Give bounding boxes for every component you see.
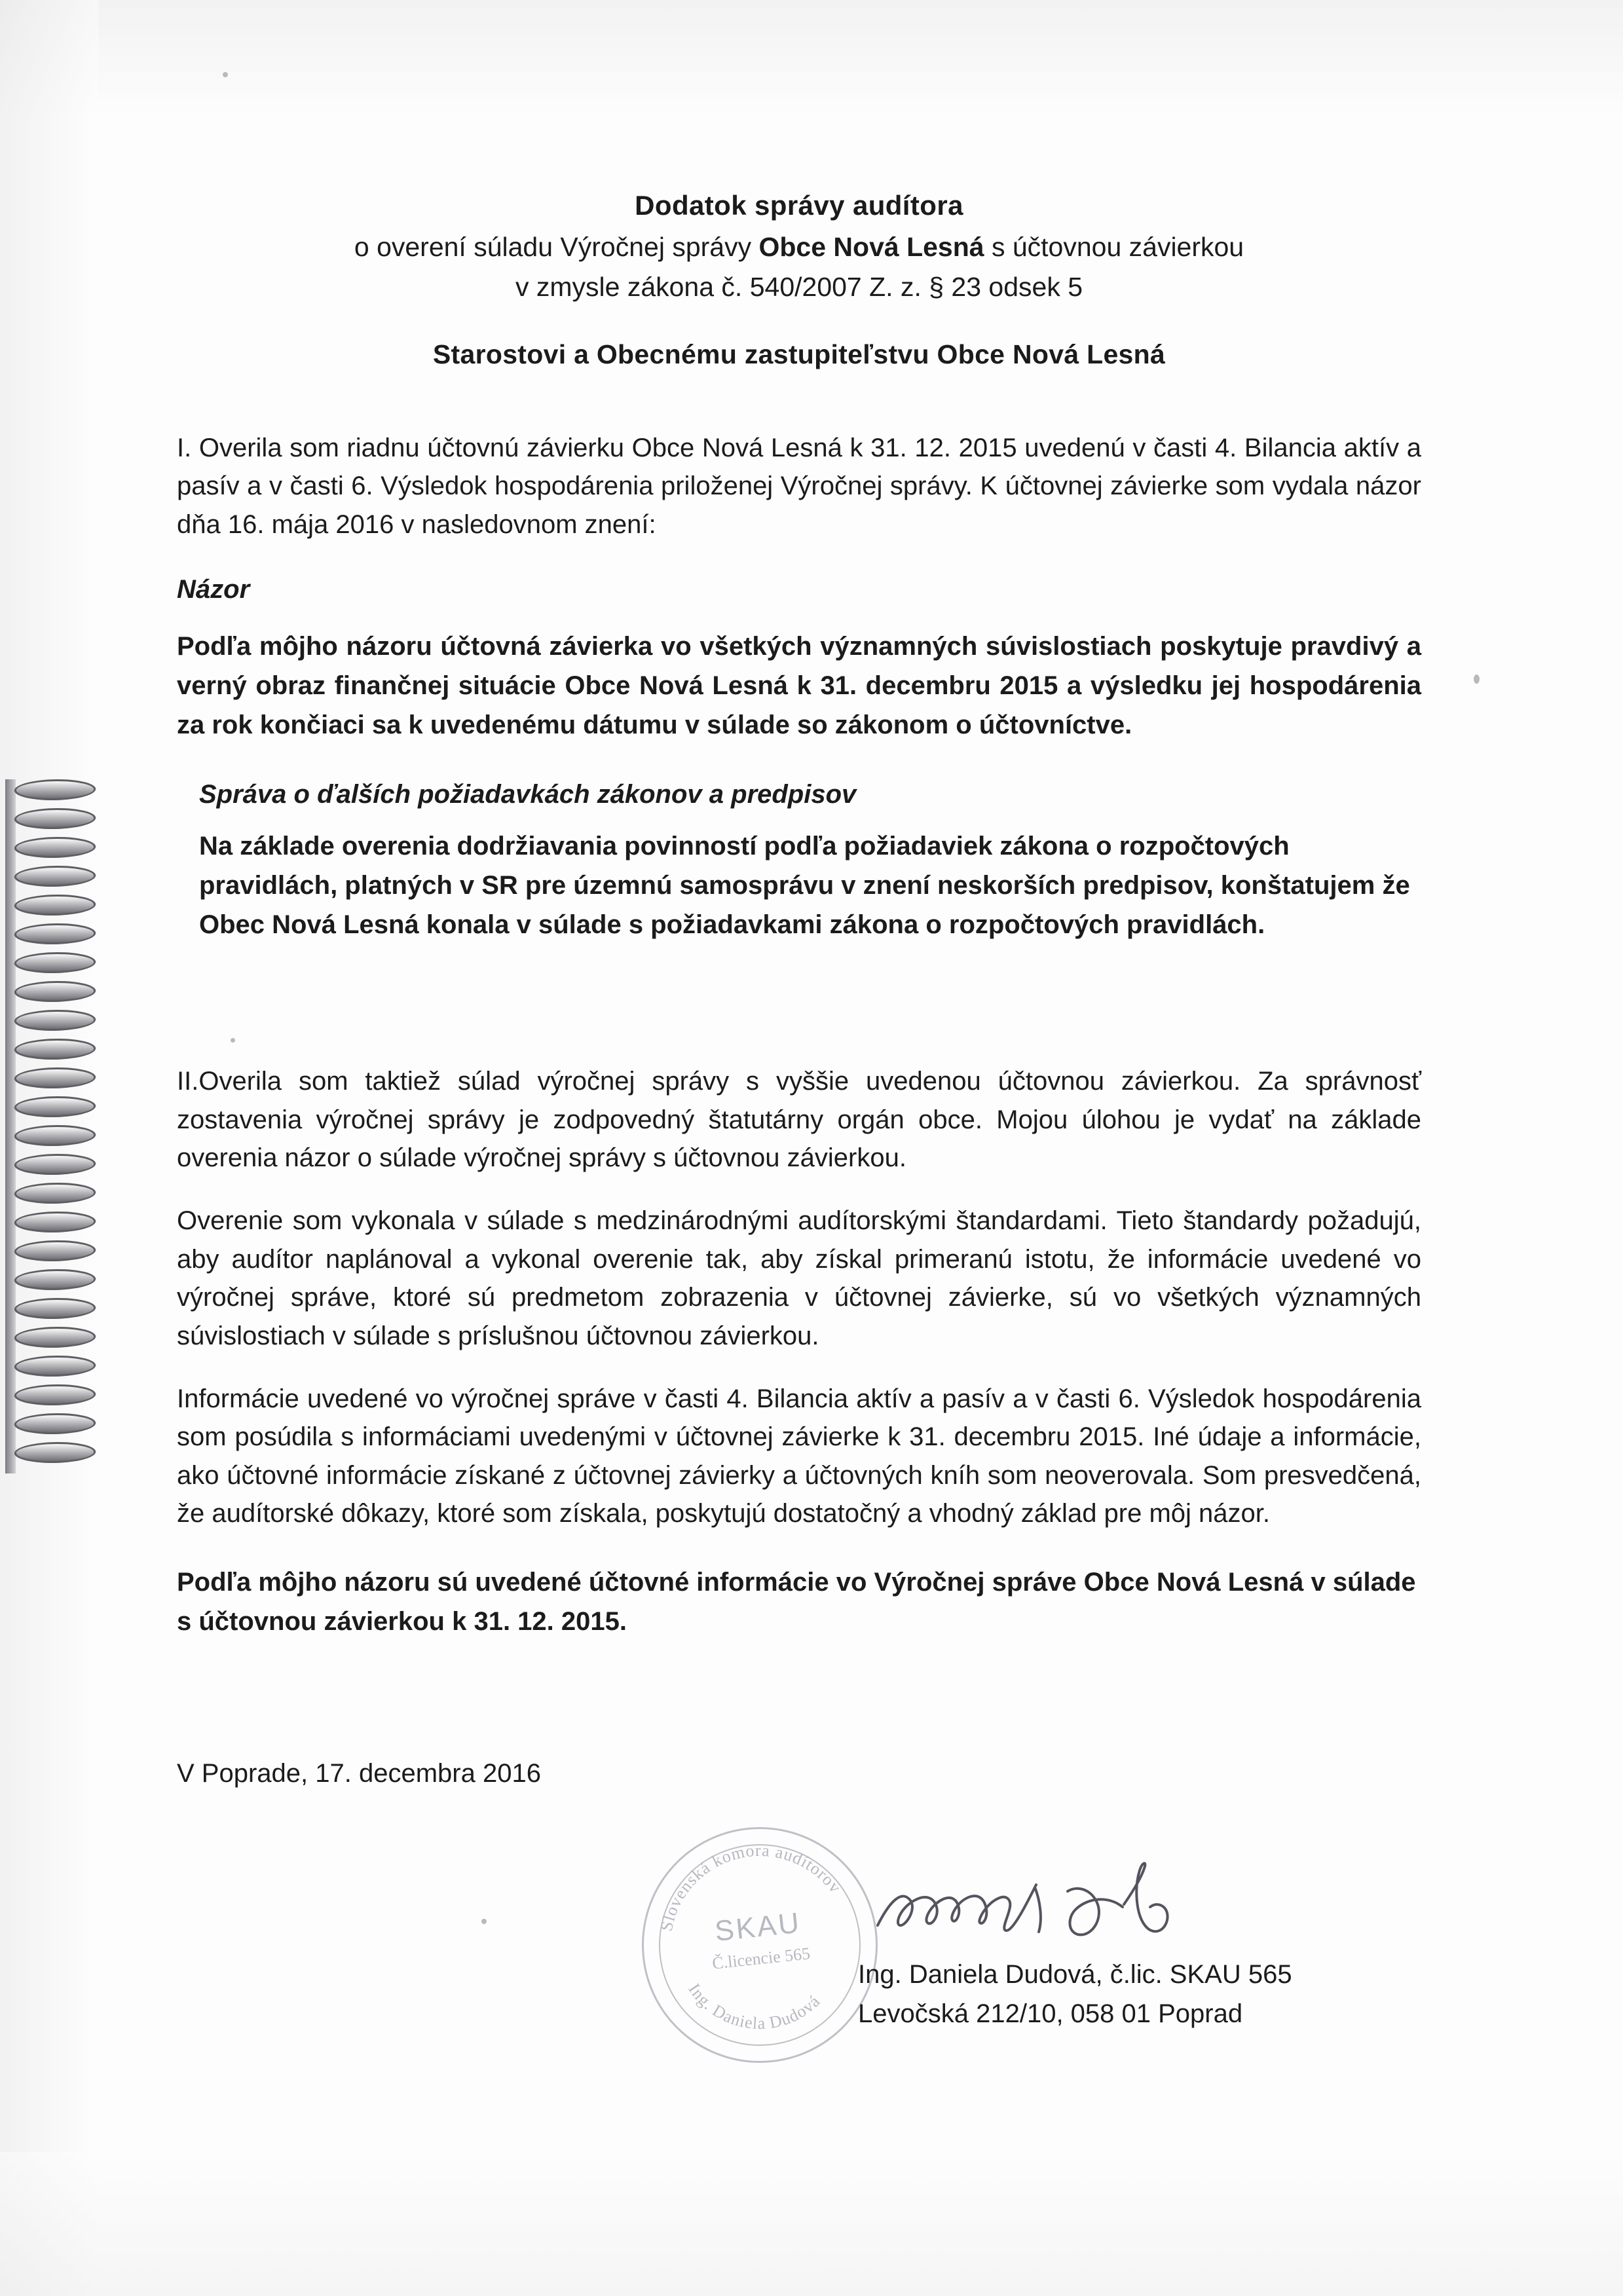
signer-address: Levočská 212/10, 058 01 Poprad — [858, 1999, 1243, 2028]
paragraph-opinion: Podľa môjho názoru účtovná závierka vo všetkých významných súvislostiach poskytuje pravdivý a verný obraz finančnej situácie Obce Nová Lesná k 31. decembru 2015 a výsledku jej hospodárenia za rok končiaci sa k uvedenému dátumu v súlade so zákonom o účtovníctve. — [177, 632, 1421, 740]
paragraph-three: Overenie som vykonala v súlade s medzinárodnými audítorskými štandardami. Tieto štandardy požadujú, aby audítor naplánoval a vykonal overenie tak, aby získal primeranú istotu, že informácie uvedené vo výročnej správe, ktoré sú predmetom zobrazenia v účtovnej závierke, sú vo všetkých významných súvislostiach v súlade s príslušnou účtovnou závierkou. — [177, 1206, 1421, 1350]
signer-details — [858, 1955, 1292, 2033]
scan-speck — [1474, 675, 1480, 684]
signer-name: Ing. Daniela Dudová, č.lic. SKAU 565 — [858, 1960, 1292, 1989]
stamp-license-text: Č.licencie 565 — [711, 1944, 811, 1973]
paragraph-one: I. Overila som riadnu účtovnú závierku Obce Nová Lesná k 31. 12. 2015 uvedenú v časti 4. Bilancia aktív a pasív a v časti 6. Výsledok hospodárenia priloženej Výročnej správy. K účtovnej závierke som vydala názor dňa 16. mája 2016 v nasledovnom znení: — [177, 434, 1421, 539]
subtitle-line — [177, 232, 1421, 263]
paragraph-other-requirements: Na základe overenia dodržiavania povinností podľa požiadaviek zákona o rozpočtových pravidlách, platných v SR pre územnú samosprávu v znení neskorších predpisov, konštatujem že Obec Nová Lesná konala v súlade s požiadavkami zákona o rozpočtových pravidlách. — [199, 832, 1410, 940]
paragraph-four: Informácie uvedené vo výročnej správe v časti 4. Bilancia aktív a pasív a v časti 6. Výsledok hospodárenia som posúdila s informáciami uvedenými v účtovnej závierke k 31. decembru 2015. Iné údaje a informácie, ako účtovné informácie získané z účtovnej závierky a účtovných kníh som neoverovala. Som presvedčená, že audítorské dôkazy, ktoré som získala, poskytujú dostatočný a vhodný základ pre môj názor. — [177, 1384, 1421, 1528]
place-and-date: V Poprade, 17. decembra 2016 — [177, 1759, 541, 1788]
scan-shadow-top — [0, 0, 1623, 118]
binding-bar — [5, 779, 16, 1473]
subtitle-prefix: o overení súladu Výročnej správy — [354, 232, 759, 262]
scan-shadow-bottom — [0, 2152, 1623, 2296]
spacer — [177, 1661, 1421, 1707]
document-body — [177, 190, 1421, 1788]
auditor-stamp — [630, 1815, 889, 2075]
legal-reference: v zmysle zákona č. 540/2007 Z. z. § 23 odsek 5 — [515, 272, 1083, 302]
subtitle-suffix: s účtovnou závierkou — [984, 232, 1244, 262]
section-heading-other-requirements: Správa o ďalších požiadavkách zákonov a predpisov — [199, 780, 857, 809]
paragraph-two: II.Overila som taktiež súlad výročnej správy s vyššie uvedenou účtovnou závierkou. Za správnosť zostavenia výročnej správy je zodpovedný štatutárny orgán obce. Mojou úlohou je vydať na základe overenia názor o súlade výročnej správy s účtovnou závierkou. — [177, 1067, 1421, 1172]
paragraph-conclusion: Podľa môjho názoru sú uvedené účtovné informácie vo Výročnej správe Obce Nová Lesná v súlade s účtovnou závierkou k 31. 12. 2015. — [177, 1568, 1416, 1637]
document-header — [177, 190, 1421, 370]
stamp-center-text: SKAU — [713, 1906, 803, 1948]
subtitle-entity: Obce Nová Lesná — [758, 232, 984, 262]
page-title: Dodatok správy audítora — [635, 190, 963, 221]
spiral-binding — [0, 779, 98, 1473]
spacer — [177, 964, 1421, 1062]
scan-speck — [223, 72, 228, 77]
stamp-arc-top-text: Slovenská komora audítorov — [656, 1840, 846, 1933]
scan-speck — [481, 1919, 487, 1924]
addressee: Starostovi a Obecnému zastupiteľstvu Obce Nová Lesná — [432, 339, 1166, 369]
stamp-arc-bottom-text: Ing. Daniela Dudová — [684, 1980, 824, 2033]
section-heading-opinion: Názor — [177, 575, 250, 604]
